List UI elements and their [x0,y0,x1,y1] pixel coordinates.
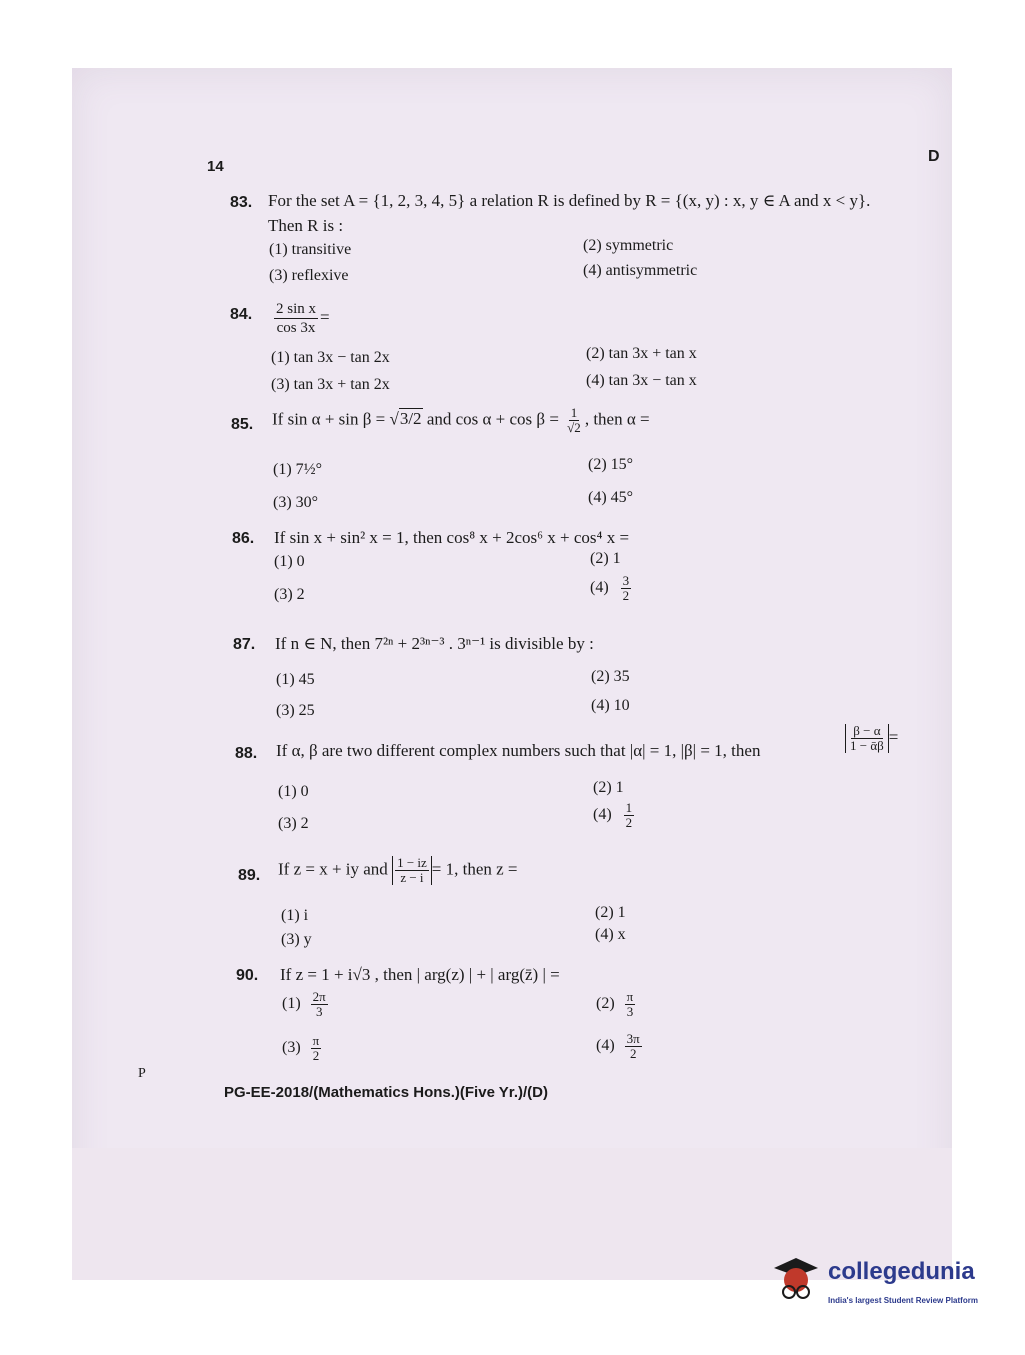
option: (3) 30° [273,494,319,511]
option: (2) 1 [590,550,621,567]
question-text: If α, β are two different complex numbers such that |α| = 1, |β| = 1, then [276,741,761,760]
question-text-part: and cos α + cos β = [422,409,564,429]
option: (1) 0 [274,553,305,570]
question-number: 83. [230,194,253,211]
option: (2) tan 3x + tan x [586,345,697,362]
fraction-denominator: 2 [625,815,633,830]
fraction-denominator: cos 3x [276,320,316,336]
option: (1) transitive [269,241,352,258]
option: (3) reflexive [269,267,349,284]
question-number: 89. [238,867,261,884]
fraction-denominator: 3 [626,1004,634,1019]
set-code: D [928,148,940,165]
question-text: Then R is : [268,216,344,235]
question-number: 88. [235,745,258,762]
question-text: If sin α + sin β = √3/2 and cos α + cos β = $\frac{1}{√2}$ , then α = [272,405,650,435]
option: (4) antisymmetric [583,262,698,279]
question-text-part: = 1, then z = [431,859,518,879]
fraction-numerator: π [312,1033,320,1048]
question-expression [272,300,330,337]
option [590,574,633,603]
logo-tagline: India's largest Student Review Platform [828,1296,978,1305]
question-text: If n ∈ N, then 7²ⁿ + 2³ⁿ⁻³ . 3ⁿ⁻¹ is divisible by : [275,634,594,653]
logo-wordmark: collegedunia [828,1258,975,1285]
option: (4) 45° [588,489,634,506]
option [596,990,637,1019]
fraction-numerator: 1 [625,800,633,815]
option: (2) 35 [591,668,630,685]
question-number: 86. [232,530,255,547]
question-text-part: If sin α + sin β = [272,409,390,429]
question-number: 85. [231,416,254,433]
fraction-numerator: 1 [570,405,578,420]
question-text [278,856,518,885]
option-label: (2) [596,995,615,1013]
option [596,1032,644,1061]
option [282,1034,323,1063]
option-label: (4) [593,806,612,824]
collegedunia-logo [770,1250,995,1310]
option: (1) 45 [276,671,315,688]
option: (1) 7½° [273,461,323,478]
fraction-numerator: 3π [626,1031,640,1046]
fraction-denominator: 1 − ᾱβ [850,738,884,753]
question-text-part: If z = x + iy and [278,859,388,879]
option: (4) tan 3x − tan x [586,372,697,389]
option: (3) tan 3x + tan 2x [271,376,390,393]
option: (1) 0 [278,783,309,800]
option: (3) 2 [278,815,309,832]
fraction-denominator: 2 [312,1048,320,1063]
page-number: 14 [207,158,224,175]
option: (3) y [281,931,312,948]
paper-footer: PG-EE-2018/(Mathematics Hons.)(Five Yr.)/(D) [224,1084,548,1101]
option: (2) 15° [588,456,634,473]
fraction-numerator: 1 − iz [397,855,427,870]
option: (2) 1 [595,904,626,921]
modulus-expression [845,724,898,753]
option-label: (4) [596,1037,615,1055]
option: (1) tan 3x − tan 2x [271,349,390,366]
question-text: If z = 1 + i√3 , then | arg(z) | + | arg(z̄) | = [280,965,560,984]
radicand: 3/2 [399,409,422,429]
fraction-numerator: 2π [312,989,326,1004]
equals-sign: = [320,307,330,327]
question-text: For the set A = {1, 2, 3, 4, 5} a relation R is defined by R = {(x, y) : x, y ∈ A and x < y}. [268,191,871,210]
option-label: (1) [282,995,301,1013]
fraction-denominator: 3 [315,1004,323,1019]
fraction-numerator: π [626,989,634,1004]
fraction-denominator: 2 [622,588,630,603]
option [282,990,330,1019]
option-label: (3) [282,1039,301,1057]
question-number: 90. [236,967,259,984]
fraction-denominator: z − i [400,870,424,885]
fraction-denominator: √2 [567,420,581,435]
option: (2) 1 [593,779,624,796]
option: (1) i [281,907,309,924]
option [593,801,636,830]
question-number: 87. [233,636,256,653]
option: (4) 10 [591,697,630,714]
question-text-part: , then α = [584,409,650,429]
option-label: (4) [590,579,609,597]
fraction-numerator: 2 sin x [276,301,317,317]
option: (2) symmetric [583,237,674,254]
equals-sign: = [888,727,899,747]
fraction-numerator: β − α [853,723,881,738]
question-number: 84. [230,306,253,323]
side-mark: P [138,1066,146,1081]
mascot-icon [770,1250,822,1306]
question-text: If sin x + sin² x = 1, then cos⁸ x + 2cos⁶ x + cos⁴ x = [274,528,630,547]
fraction-denominator: 2 [629,1046,637,1061]
option: (3) 2 [274,586,305,603]
option: (3) 25 [276,702,315,719]
option: (4) x [595,926,626,943]
fraction-numerator: 3 [622,573,630,588]
